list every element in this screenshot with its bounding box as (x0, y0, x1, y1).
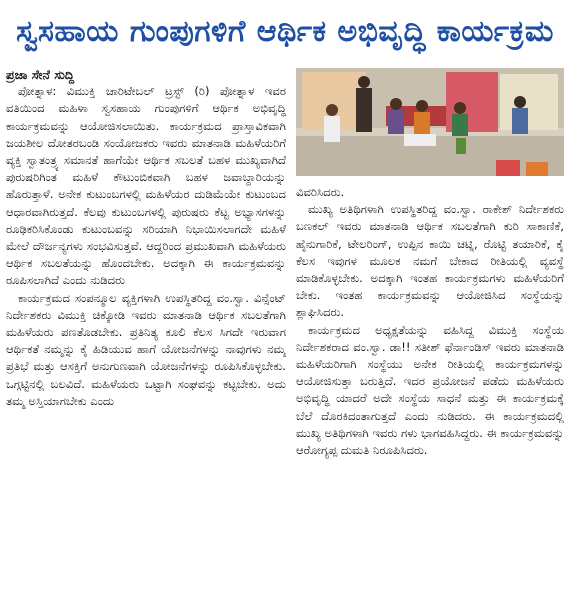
paragraph: ಪೋತ್ನಾಳ: ವಿಮುಕ್ತಿ ಚಾರಿಟೇಬಲ್ ಟ್ರಸ್ಟ್ (ರಿ) ಪೋತ್ನಾಳ ಇವರ ವತಿಯಿಂದ ಮಹಿಳಾ ಸ್ವಸಹಾಯ ಗುಂಪುಗಳಿಗೆ ಆರ್ಥಿಕ ಅಭಿವೃದ್ಧಿ ಕಾರ್ಯಕ್ರಮವನ್ನು ಆಯೋಜಿಸಲಾಯಿತು. ಕಾರ್ಯಕ್ರಮದ ಪ್ರಾಸ್ತಾವಿಕವಾಗಿ ಜಯಶೀಲ ದೋತರಬಂಡಿ ಸಂಯೋಜಕರು ಇವರು ಮಾತನಾಡಿ ಮಹಿಳೆಯರಿಗೆ ವ್ಯಕ್ತಿ ಸ್ವಾತಂತ್ರ್ಯ ಸಮಾನತೆ ಹಾಗೆಯೇ ಆರ್ಥಿಕ ಸಬಲತೆ ಬಹಳ ಮುಖ್ಯವಾಗಿದೆ ಪುರುಷರಿಗಿಂತ ಮಹಿಳೆ ಕೌಟುಂಬಿಕವಾಗಿ ಬಹಳ ಜವಾಬ್ದಾರಿಯನ್ನು ಹೊರುತ್ತಾಳೆ. ಅನೇಕ ಕುಟುಂಬಗಳಲ್ಲಿ ಮಹಿಳೆಯರ ದುಡಿಮೆಯೇ ಕುಟುಂಬದ ಆಧಾರವಾಗಿರುತ್ತದೆ. ಕೆಲವು ಕುಟುಂಬಗಳಲ್ಲಿ ಪುರುಷರು ಕೆಟ್ಟ ಅಭ್ಯಾಸಗಳನ್ನು ರೂಢಿಕರಿಸಿಕೊಂಡು ಕುಟುಂಬವನ್ನು ಸರಿಯಾಗಿ ನಿಭಾಯಿಸಲಾಗದೇ ಮಹಿಳೆ ಮೇಲೆ ದೌರ್ಜನ್ಯಗಳು ಸಂಭವಿಸುತ್ತವೆ. ಆದ್ದರಿಂದ ಪ್ರಮುಖವಾಗಿ ಮಹಿಳೆಯರು ಆರ್ಥಿಕ ಸಬಲತೆಯನ್ನು ಹೊಂದಬೇಕು. ಅದಕ್ಕಾಗಿ ಈ ಕಾರ್ಯಕ್ರಮವನ್ನು ರೂಪಿಸಲಾಗಿದೆ ಎಂದು ನುಡಿದರು (6, 84, 286, 288)
article-left-column (6, 66, 286, 606)
paragraph: ಕಾರ್ಯಕ್ರಮದ ಅಧ್ಯಕ್ಷತೆಯನ್ನು ವಹಿಸಿದ್ದ ವಿಮುಕ್ತಿ ಸಂಸ್ಥೆಯ ನಿರ್ದೇಶಕರಾದ ವಂ.ಸ್ವಾ. ಡಾ!! ಸತೀಶ್ ಫೆರ್ನಾಂಡಿಸ್ ಇವರು ಮಾತನಾಡಿ ಮಹಿಳೆಯರಿಗಾಗಿ ಸಂಸ್ಥೆಯು ಅನೇಕ ರೀತಿಯಲ್ಲಿ ಕಾರ್ಯಕ್ರಮಗಳನ್ನು ಆಯೋಜಿಸುತ್ತಾ ಬರುತ್ತಿದೆ. ಇದರ ಪ್ರಯೋಜನೆ ಪಡೆದು ಮಹಿಳೆಯರು ಅಭಿವೃದ್ಧಿ ಯಾದರೆ ಅದೇ ಸಂಸ್ಥೆಯ ಸಾಧನೆ ಮತ್ತು ಈ ಕಾರ್ಯಕ್ರಮಕ್ಕೆ ಬೆಲೆ ದೊರಕಿದಂತಾಗುತ್ತದೆ ಎಂದು ನುಡಿದರು. ಈ ಕಾರ್ಯಕ್ರಮದಲ್ಲಿ ಮುಖ್ಯ ಅತಿಥಿಗಳಾಗಿ ಇವರು ಗಳು ಭಾಗವಹಿಸಿದ್ದರು. ಈ ಕಾರ್ಯಕ್ರಮವನ್ನು ಆರೋಗ್ಯಪ್ಪ ದುಮತಿ ನಿರೂಪಿಸಿದರು. (296, 322, 564, 458)
headline: ಸ್ವಸಹಾಯ ಗುಂಪುಗಳಿಗೆ ಆರ್ಥಿಕ ಅಭಿವೃದ್ಧಿ ಕಾರ್ಯಕ್ರಮ (16, 14, 554, 49)
paragraph: ಮುಖ್ಯ ಅತಿಥಿಗಳಾಗಿ ಉಪಸ್ಥಿತರಿದ್ದ ವಂ.ಸ್ವಾ. ರಾಕೇಶ್ ನಿರ್ದೇಶಕರು ಬಣಕಲ್ ಇವರು ಮಾತನಾಡಿ ಆರ್ಥಿಕ ಸಬಲತೆಗಾಗಿ ಕುರಿ ಸಾಕಾಣಿಕೆ, ಹೈನುಗಾರಿಕೆ, ಟೇಲರಿಂಗ್, ಉಪ್ಪಿನ ಕಾಯಿ ಚಟ್ನಿ, ರೊಟ್ಟಿ ತಯಾರಿಕೆ, ಕೈ ಕೆಲಸ ಇವುಗಳ ಮೂಲಕ ನಮಗೆ ಬೇಕಾದ ರೀತಿಯಲ್ಲಿ ವ್ಯವಸ್ಥೆ ಮಾಡಿಕೊಳ್ಳಬೇಕು. ಅದಕ್ಕಾಗಿ ಇಂತಹ ಕಾರ್ಯಕ್ರಮಗಳು ಮಹಿಳೆಯರಿಗೆ ಬೇಕು. ಇಂತಹ ಕಾರ್ಯಕ್ರಮವನ್ನು ಆಯೋಜಿಸಿದ ಸಂಸ್ಥೆಯನ್ನು ಶ್ಲಾಘಿಸಿದರು. (296, 202, 564, 320)
article-right-column (296, 68, 564, 176)
article-right-text (296, 184, 564, 604)
byline: ಪ್ರಜಾ ಸೇನೆ ಸುದ್ದಿ (6, 67, 75, 82)
event-photo-icon (296, 68, 564, 176)
paragraph: ಕಾರ್ಯಕ್ರಮದ ಸಂಪನ್ಮೂಲ ವ್ಯಕ್ತಿಗಳಾಗಿ ಉಪಸ್ಥಿತರಿದ್ದ ವಂ.ಸ್ವಾ. ವಿನ್ಸೆಂಟ್ ನಿರ್ದೇಶಕರು ವಿಮುಕ್ತಿ ಚಿಕ್ಕೋಡಿ ಇವರು ಮಾತನಾಡಿ ಆರ್ಥಿಕ ಸಬಲತೆಗಾಗಿ ಮಹಿಳೆಯರು ಪಣತೊಡಬೇಕು. ಪ್ರತಿನಿತ್ಯ ಕೂಲಿ ಕೆಲಸ ಸಿಗದೇ ಇರುವಾಗ ಆರ್ಥಿಕತೆ ನಮ್ಮನ್ನು ಕೈ ಹಿಡಿಯುವ ಹಾಗೆ ಯೋಜನೆಗಳನ್ನು ನಾವುಗಳು ನಮ್ಮ ಪ್ರತಿಭೆ ಮತ್ತು ಆಸಕ್ತಿಗೆ ಅನುಗುಣವಾಗಿ ಯೋಜನೆಗಳನ್ನು ರೂಪಿಸಿಕೊಳ್ಳಬೇಕು. ಒಗ್ಗಟ್ಟಿನಲ್ಲಿ ಬಲವಿದೆ. ಮಹಿಳೆಯರು ಒಟ್ಟಾಗಿ ಸಂಘವನ್ನು ಕಟ್ಟಬೇಕು. ಅದು ತಮ್ಮ ಅಸ್ತಿಯಾಗಬೇಕು ಎಂದು (6, 290, 286, 408)
event-photo (296, 68, 564, 176)
paragraph: ವಿವರಿಸಿದರು. (296, 185, 345, 199)
